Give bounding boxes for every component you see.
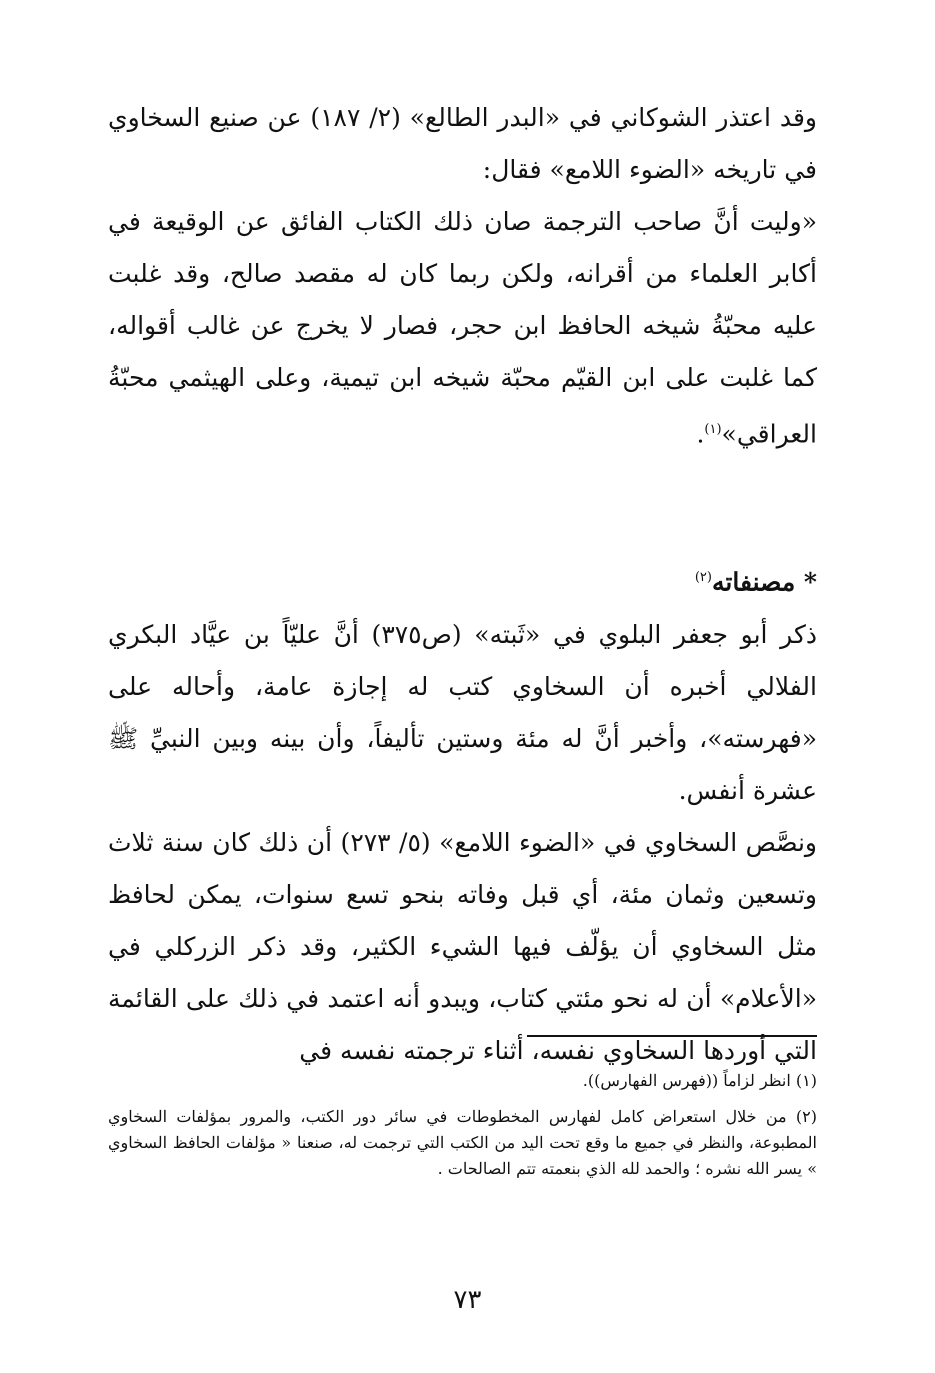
footnotes [108,1068,817,1192]
paragraph-balawi: ذكر أبو جعفر البلوي في «ثَبته» (ص٣٧٥) أنَّ عليّاً بن عيَّاد البكري الفلالي أخبره أن السخاوي كتب له إجازة عامة، وأحاله على «فهرسته»، وأخبر أنَّ له مئة وستين تأليفاً، وأن بينه وبين النبيِّ ﷺ عشرة أنفس. [108,619,817,805]
footnote-1: (١) انظر لزاماً ((فهرس الفهارس)). [582,1071,817,1090]
section-heading-text: * مصنفاته [711,567,817,597]
quote-text: «وليت أنَّ صاحب الترجمة صان ذلك الكتاب الفائق عن الوقيعة في أكابر العلماء من أقرانه، ولكن ربما كان له مقصد صالح، وقد غلبت عليه محبّةُ شيخه الحافظ ابن حجر، فصار لا يخرج عن غالب أقواله، كما غلبت على ابن القيّم محبّة شيخه ابن تيمية، وعلى الهيثمي محبّةُ العراقي» [108,207,817,449]
footnote-ref-2: (٢) [694,570,712,586]
paragraph-sakhawi: ونصَّص السخاوي في «الضوء اللامع» (٥/ ٢٧٣) أن ذلك كان سنة ثلاث وتسعين وثمان مئة، أي قبل وفاته بنحو تسع سنوات، يمكن لحافظ مثل السخاوي أن يؤلّف فيها الشيء الكثير، وقد ذكر الزركلي في «الأعلام» أن له نحو مئتي كتاب، ويبدو أنه اعتمد في ذلك على القائمة التي أوردها السخاوي نفسه، أثناء ترجمته نفسه في [108,827,817,1065]
footnote-ref-1: (١) [704,422,722,437]
page-number: ٧٣ [453,1285,482,1315]
section-heading [108,552,817,608]
paragraph-shawkani-quote [108,196,817,460]
section-spacer [108,460,817,552]
quote-end: . [696,419,705,449]
footnote-separator [527,1035,817,1037]
footnote-2: (٢) من خلال استعراض كامل لفهارس المخطوطات في سائر دور الكتب، والمرور بمؤلفات السخاوي المطبوعة، والنظر في جميع ما وقع تحت اليد من الكتب التي ترجمت له، صنعنا « مؤلفات الحافظ السخاوي » يسر الله نشره ؛ والحمد لله الذي بنعمته تتم الصالحات . [108,1107,817,1178]
main-text [108,92,817,1077]
paragraph-shawkani-intro: وقد اعتذر الشوكاني في «البدر الطالع» (٢/ ١٨٧) عن صنيع السخاوي في تاريخه «الضوء اللامع» فقال: [108,103,817,184]
